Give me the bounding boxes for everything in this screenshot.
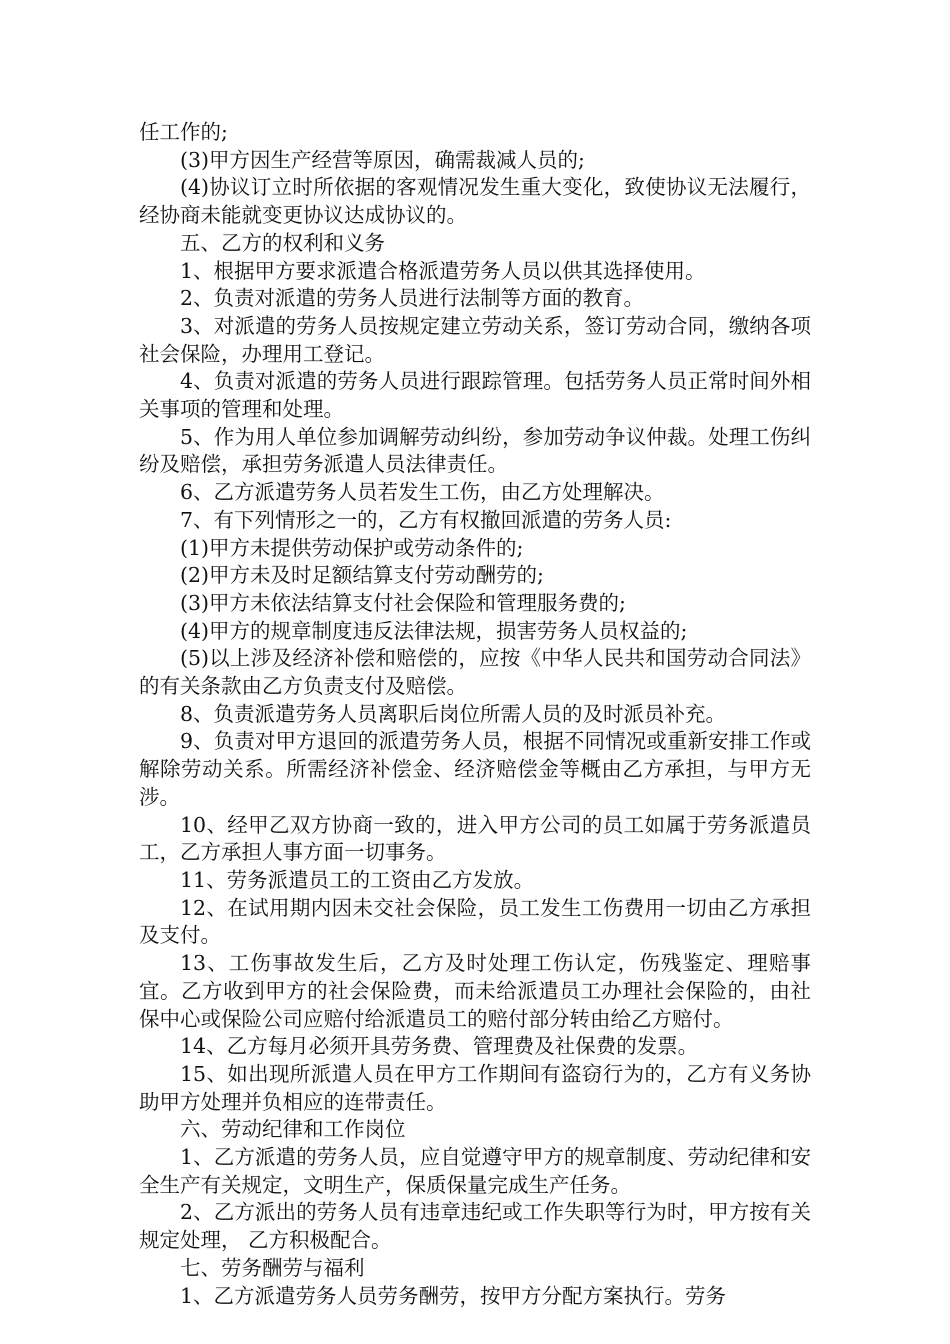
paragraph: 5、作为用人单位参加调解劳动纠纷，参加劳动争议仲裁。处理工伤纠纷及赔偿，承担劳务派遣人员法律责任。 [139,424,811,477]
document-body [139,119,811,1310]
section-heading: 七、劳务酬劳与福利 [180,1255,365,1280]
paragraph: (5)以上涉及经济补偿和赔偿的，应按《中华人民共和国劳动合同法》的有关条款由乙方负责支付及赔偿。 [139,646,811,699]
paragraph: 15、如出现所派遣人员在甲方工作期间有盗窃行为的，乙方有义务协助甲方处理并负相应的连带责任。 [139,1061,811,1114]
paragraph: 1、乙方派遣的劳务人员，应自觉遵守甲方的规章制度、劳动纪律和安全生产有关规定，文明生产，保质保量完成生产任务。 [139,1145,811,1197]
paragraph: 4、负责对派遣的劳务人员进行跟踪管理。包括劳务人员正常时间外相关事项的管理和处理。 [139,369,811,422]
paragraph: 14、乙方每月必须开具劳务费、管理费及社保费的发票。 [180,1034,699,1059]
section-heading: 五、乙方的权利和义务 [180,230,385,255]
paragraph: 3、对派遣的劳务人员按规定建立劳动关系，签订劳动合同，缴纳各项社会保险，办理用工登记。 [139,313,811,366]
paragraph: 9、负责对甲方退回的派遣劳务人员，根据不同情况或重新安排工作或解除劳动关系。所需经济补偿金、经济赔偿金等概由乙方承担，与甲方无涉。 [139,729,811,809]
paragraph: 11、劳务派遣员工的工资由乙方发放。 [180,867,535,892]
paragraph: 7、有下列情形之一的，乙方有权撤回派遣的劳务人员: [180,507,672,532]
paragraph: 8、负责派遣劳务人员离职后岗位所需人员的及时派员补充。 [180,701,727,726]
paragraph: (1)甲方未提供劳动保护或劳动条件的; [180,535,524,560]
paragraph: 任工作的; [139,120,228,144]
paragraph: 6、乙方派遣劳务人员若发生工伤，由乙方处理解决。 [180,480,665,505]
paragraph: (4)甲方的规章制度违反法律法规，损害劳务人员权益的; [180,618,688,643]
paragraph: (3)甲方因生产经营等原因，确需裁减人员的; [180,147,585,172]
paragraph: (2)甲方未及时足额结算支付劳动酬劳的; [180,563,544,588]
paragraph: 1、根据甲方要求派遣合格派遣劳务人员以供其选择使用。 [180,258,706,283]
paragraph: 2、负责对派遣的劳务人员进行法制等方面的教育。 [180,286,645,311]
paragraph: 2、乙方派出的劳务人员有违章违纪或工作失职等行为时，甲方按有关规定处理， 乙方积极配合。 [139,1200,811,1253]
section-heading: 六、劳动纪律和工作岗位 [180,1117,406,1142]
paragraph: 13、工伤事故发生后，乙方及时处理工伤认定，伤残鉴定、理赔事宜。乙方收到甲方的社会保险费，而未给派遣员工办理社会保险的，由社保中心或保险公司应赔付给派遣员工的赔付部分转由给乙方赔付。 [139,951,811,1031]
paragraph: 1、乙方派遣劳务人员劳务酬劳，按甲方分配方案执行。劳务 [180,1283,727,1308]
paragraph: 12、在试用期内因未交社会保险，员工发生工伤费用一切由乙方承担及支付。 [139,895,811,948]
paragraph: (4)协议订立时所依据的客观情况发生重大变化，致使协议无法履行，经协商未能就变更协议达成协议的。 [139,175,811,228]
paragraph: (3)甲方未依法结算支付社会保险和管理服务费的; [180,590,626,615]
paragraph: 10、经甲乙双方协商一致的，进入甲方公司的员工如属于劳务派遣员工，乙方承担人事方面一切事务。 [139,812,811,865]
